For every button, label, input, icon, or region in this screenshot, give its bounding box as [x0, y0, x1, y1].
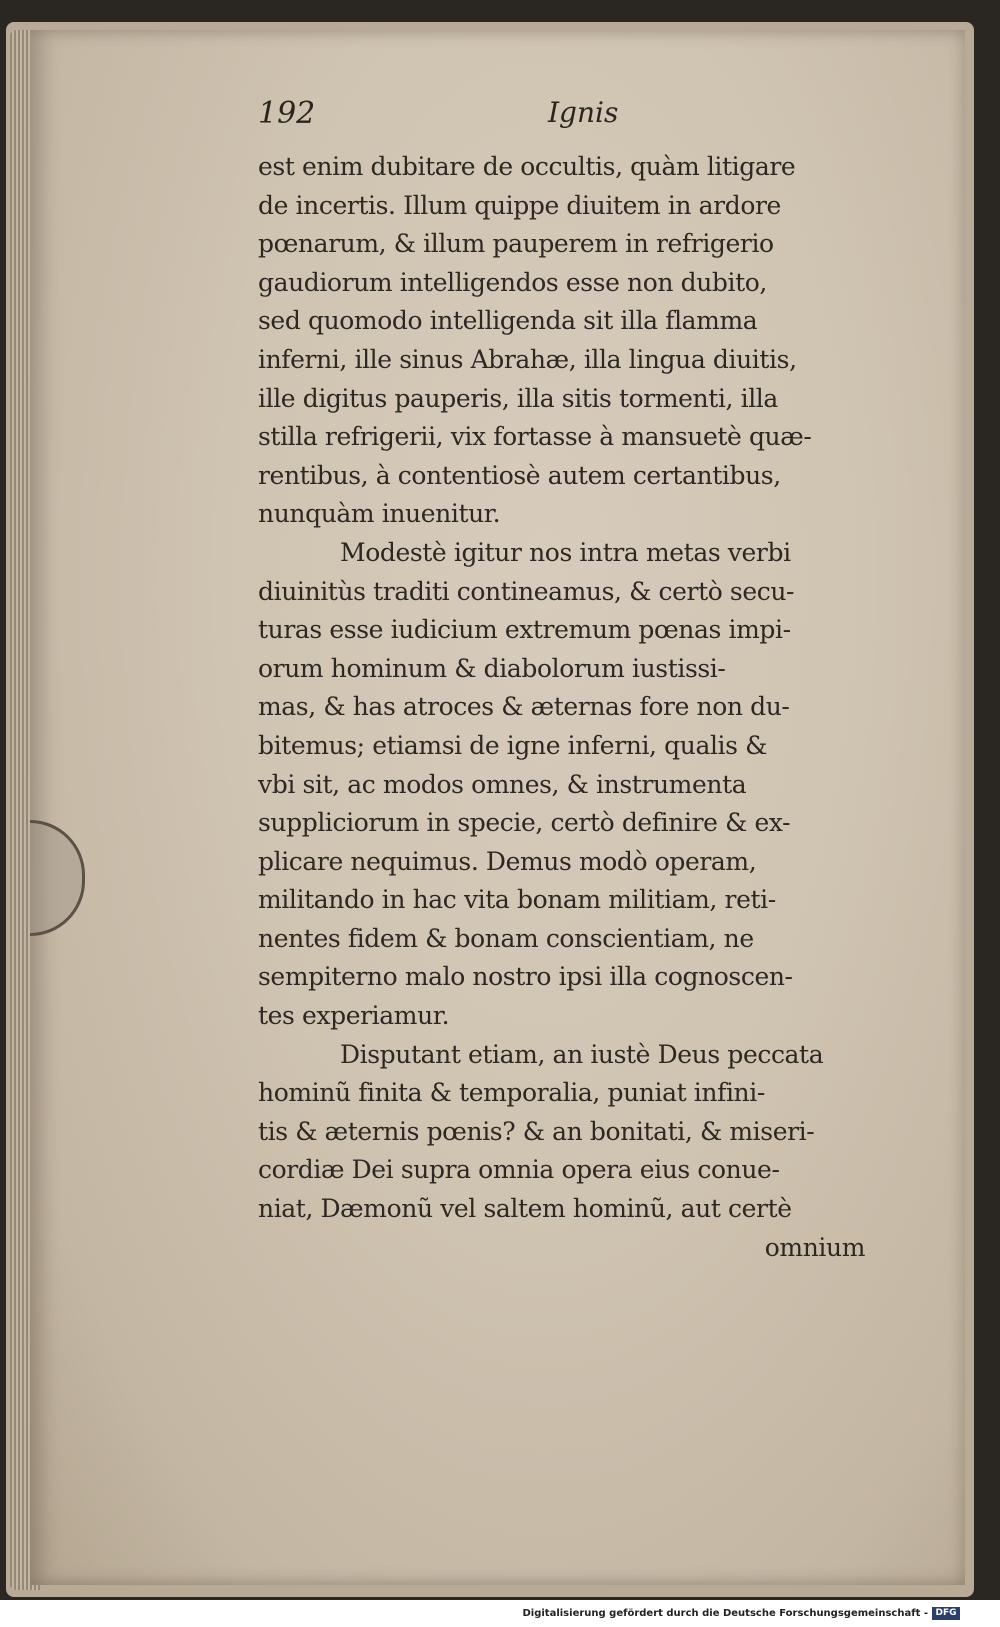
text-line: nunquàm inuenitur.: [258, 499, 501, 529]
text-line: stilla refrigerii, vix fortasse à mansuetè quæ-: [258, 422, 812, 452]
text-line: niat, Dæmonũ vel saltem hominũ, aut certè: [258, 1194, 792, 1224]
catchword: omnium: [764, 1232, 865, 1262]
page-number: 192: [258, 96, 316, 131]
text-line-paragraph-start: Modestè igitur nos intra metas verbi: [340, 537, 791, 567]
dfg-logo: DFG: [932, 1607, 960, 1620]
text-line: plicare nequimus. Demus modò operam,: [258, 846, 757, 876]
text-line: suppliciorum in specie, certò definire & ex-: [258, 808, 791, 838]
text-line: cordiæ Dei supra omnia opera eius conue-: [258, 1155, 780, 1185]
text-line: militando in hac vita bonam militiam, reti-: [258, 885, 776, 915]
text-line: est enim dubitare de occultis, quàm litigare: [258, 152, 796, 181]
text-line: rentibus, à contentiosè autem certantibus,: [258, 460, 781, 490]
text-line: sempiterno malo nostro ipsi illa cognoscen-: [258, 962, 793, 992]
text-line: tes experiamur.: [258, 1001, 450, 1031]
text-line: turas esse iudicium extremum pœnas impi-: [258, 615, 791, 645]
text-line: ille digitus pauperis, illa sitis tormenti, illa: [258, 383, 778, 413]
text-line: diuinitùs traditi contineamus, & certò secu-: [258, 576, 795, 606]
text-line: pœnarum, & illum pauperem in refrigerio: [258, 229, 774, 259]
text-line: de incertis. Illum quippe diuitem in ardore: [258, 190, 781, 220]
text-line: gaudiorum intelligendos esse non dubito,: [258, 267, 767, 297]
body-text: [258, 148, 873, 1267]
text-line: orum hominum & diabolorum iustissi-: [258, 653, 726, 683]
text-line-paragraph-start: Disputant etiam, an iustè Deus peccata: [340, 1039, 824, 1069]
text-line: sed quomodo intelligenda sit illa flamma: [258, 306, 758, 336]
text-line: nentes fidem & bonam conscientiam, ne: [258, 923, 754, 953]
text-line: bitemus; etiamsi de igne inferni, qualis &: [258, 730, 767, 760]
text-line: tis & æternis pœnis? & an bonitati, & miseri-: [258, 1116, 815, 1146]
text-line: mas, & has atroces & æternas fore non du-: [258, 692, 790, 722]
text-line: hominũ finita & temporalia, puniat infini-: [258, 1078, 765, 1108]
digitization-footer: [0, 1600, 1000, 1627]
page-header: [258, 96, 878, 146]
funding-notice: Digitalisierung gefördert durch die Deutsche Forschungsgemeinschaft -: [522, 1608, 928, 1619]
page-clip: [30, 820, 85, 936]
text-line: vbi sit, ac modos omnes, & instrumenta: [258, 769, 747, 799]
running-title: Ignis: [548, 96, 619, 129]
text-line: inferni, ille sinus Abrahæ, illa lingua diuitis,: [258, 344, 797, 374]
